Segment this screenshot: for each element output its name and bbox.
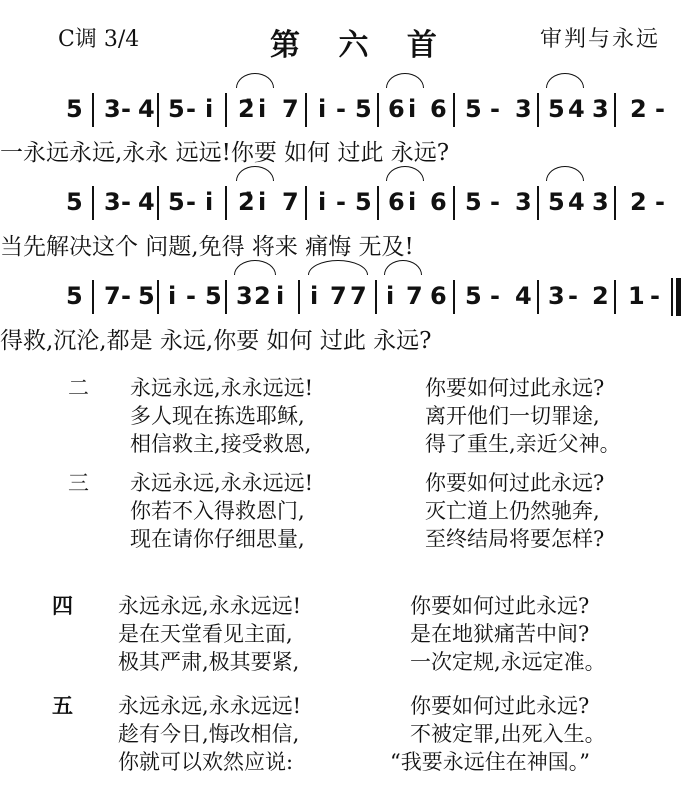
note: 3 — [592, 188, 609, 216]
note: 5 — [355, 95, 372, 123]
note-high: i — [168, 282, 177, 310]
note: 2 — [254, 282, 271, 310]
barline — [614, 186, 616, 220]
note-high: i — [205, 95, 214, 123]
note: 3 — [592, 95, 609, 123]
verse-line-right: 是在地狱痛苦中间? — [410, 622, 590, 646]
slur — [546, 166, 584, 181]
verse-line-left: 你就可以欢然应说: — [118, 750, 294, 774]
slur — [546, 73, 584, 88]
verse-number: 三 — [68, 471, 89, 495]
dash: - — [121, 95, 131, 123]
slur — [234, 260, 276, 275]
verse-line-left: 你若不入得救恩门, — [130, 499, 305, 523]
slur — [384, 260, 422, 275]
verse-line-right: 离开他们一切罪途, — [425, 404, 600, 428]
barline — [225, 93, 227, 127]
dash: - — [186, 282, 196, 310]
note: 4 — [138, 95, 155, 123]
dash: - — [490, 282, 500, 310]
note-high: 2̇ — [238, 95, 255, 123]
note: 6 — [388, 95, 405, 123]
note: 5 — [465, 282, 482, 310]
verse-line-right: 你要如何过此永远? — [425, 376, 605, 400]
note: 6 — [430, 95, 447, 123]
note: 2 — [630, 95, 647, 123]
dash: - — [650, 282, 660, 310]
barline — [305, 93, 307, 127]
verse-number: 四 — [52, 594, 73, 618]
note: 7 — [282, 95, 299, 123]
note: 5 — [548, 188, 565, 216]
note-high: i — [205, 188, 214, 216]
note: 5 — [355, 188, 372, 216]
note: 3 — [548, 282, 565, 310]
verse-line-right: 你要如何过此永远? — [410, 594, 590, 618]
verse-line-right: 至终结局将要怎样? — [425, 527, 605, 551]
verse-line-left: 极其严肃,极其要紧, — [118, 650, 300, 674]
note-high: i — [310, 282, 319, 310]
barline — [305, 186, 307, 220]
note: 2 — [592, 282, 609, 310]
note: 5 — [168, 188, 185, 216]
note: 6 — [388, 188, 405, 216]
note-high: 2̇ — [238, 188, 255, 216]
verse-line-right: “我要永远住在神国。” — [390, 750, 590, 774]
note: 5 — [168, 95, 185, 123]
note-high: i — [386, 282, 395, 310]
barline — [537, 93, 539, 127]
note: 1 — [628, 282, 645, 310]
verse-line-left: 永远永远,永永远远! — [118, 694, 302, 718]
note: 6 — [430, 282, 447, 310]
barline — [157, 93, 159, 127]
verse-line-left: 永远永远,永永远远! — [130, 376, 314, 400]
verse-number: 二 — [68, 376, 89, 400]
lyric-line-3: 得救,沉沦,都是 永远,你要 如何 过此 永远? — [0, 328, 432, 354]
verse-line-right: 你要如何过此永远? — [425, 471, 605, 495]
dash: - — [186, 95, 196, 123]
note: 5 — [465, 188, 482, 216]
note: 7 — [330, 282, 347, 310]
hymn-title: 第 六 首 — [270, 28, 451, 63]
barline — [225, 186, 227, 220]
verse-line-right: 一次定规,永远定准。 — [410, 650, 606, 674]
lyric-line-1: 一永远永远,永永 远远!你要 如何 过此 永远? — [0, 140, 450, 166]
note: 7 — [104, 282, 121, 310]
note-high: i — [408, 188, 417, 216]
note: 7 — [350, 282, 367, 310]
note: 6 — [430, 188, 447, 216]
slur — [236, 166, 274, 181]
note: 4 — [138, 188, 155, 216]
verse-line-left: 多人现在拣选耶稣, — [130, 404, 305, 428]
note-high: i — [318, 188, 327, 216]
barline — [537, 280, 539, 314]
note: 5 — [465, 95, 482, 123]
verse-line-right: 灭亡道上仍然驰奔, — [425, 499, 600, 523]
dash: - — [568, 282, 578, 310]
note: 5 — [66, 95, 83, 123]
slur — [308, 260, 368, 275]
barline — [537, 186, 539, 220]
barline — [614, 93, 616, 127]
note: 4 — [515, 282, 532, 310]
barline — [453, 186, 455, 220]
verse-line-left: 是在天堂看见主面, — [118, 622, 293, 646]
note-high: i — [276, 282, 285, 310]
dash: - — [655, 95, 665, 123]
dash: - — [336, 188, 346, 216]
note: 5 — [548, 95, 565, 123]
note: 4 — [568, 188, 585, 216]
verse-line-right: 不被定罪,出死入生。 — [410, 722, 606, 746]
note: 5 — [138, 282, 155, 310]
barline — [453, 93, 455, 127]
verse-line-left: 永远永远,永永远远! — [130, 471, 314, 495]
verse-line-right: 你要如何过此永远? — [410, 694, 590, 718]
note: 3 — [515, 188, 532, 216]
dash: - — [121, 282, 131, 310]
note: 3 — [104, 95, 121, 123]
note: 5 — [66, 188, 83, 216]
verse-line-left: 相信救主,接受救恩, — [130, 432, 312, 456]
note: 5 — [205, 282, 222, 310]
note-high: i — [318, 95, 327, 123]
slur — [236, 73, 274, 88]
final-barline-thick — [676, 278, 681, 316]
hymn-theme: 审判与永远 — [540, 27, 661, 52]
note: 7 — [282, 188, 299, 216]
barline — [157, 280, 159, 314]
barline — [92, 280, 94, 314]
barline — [377, 93, 379, 127]
dash: - — [655, 188, 665, 216]
verse-number: 五 — [52, 694, 73, 718]
barline — [298, 280, 300, 314]
barline — [92, 93, 94, 127]
verse-line-left: 永远永远,永永远远! — [118, 594, 302, 618]
lyric-line-2: 当先解决这个 问题,免得 将来 痛悔 无及! — [0, 234, 414, 260]
note: 3 — [515, 95, 532, 123]
dash: - — [121, 188, 131, 216]
dash: - — [186, 188, 196, 216]
key-meter: C调 3/4 — [58, 27, 140, 52]
note: 3 — [236, 282, 253, 310]
note-high: i — [258, 188, 267, 216]
slur — [386, 73, 424, 88]
barline — [614, 280, 616, 314]
barline — [225, 280, 227, 314]
slur — [386, 166, 424, 181]
barline — [92, 186, 94, 220]
note: 2 — [630, 188, 647, 216]
note-high: i — [408, 95, 417, 123]
dash: - — [490, 188, 500, 216]
barline — [157, 186, 159, 220]
note-high: i — [258, 95, 267, 123]
verse-line-left: 现在请你仔细思量, — [130, 527, 305, 551]
dash: - — [490, 95, 500, 123]
note: 5 — [66, 282, 83, 310]
final-barline-thin — [671, 278, 673, 316]
verse-line-right: 得了重生,亲近父神。 — [425, 432, 621, 456]
note: 4 — [568, 95, 585, 123]
dash: - — [336, 95, 346, 123]
verse-line-left: 趁有今日,悔改相信, — [118, 722, 300, 746]
note: 3 — [104, 188, 121, 216]
barline — [377, 186, 379, 220]
barline — [453, 280, 455, 314]
note: 7 — [406, 282, 423, 310]
barline — [375, 280, 377, 314]
